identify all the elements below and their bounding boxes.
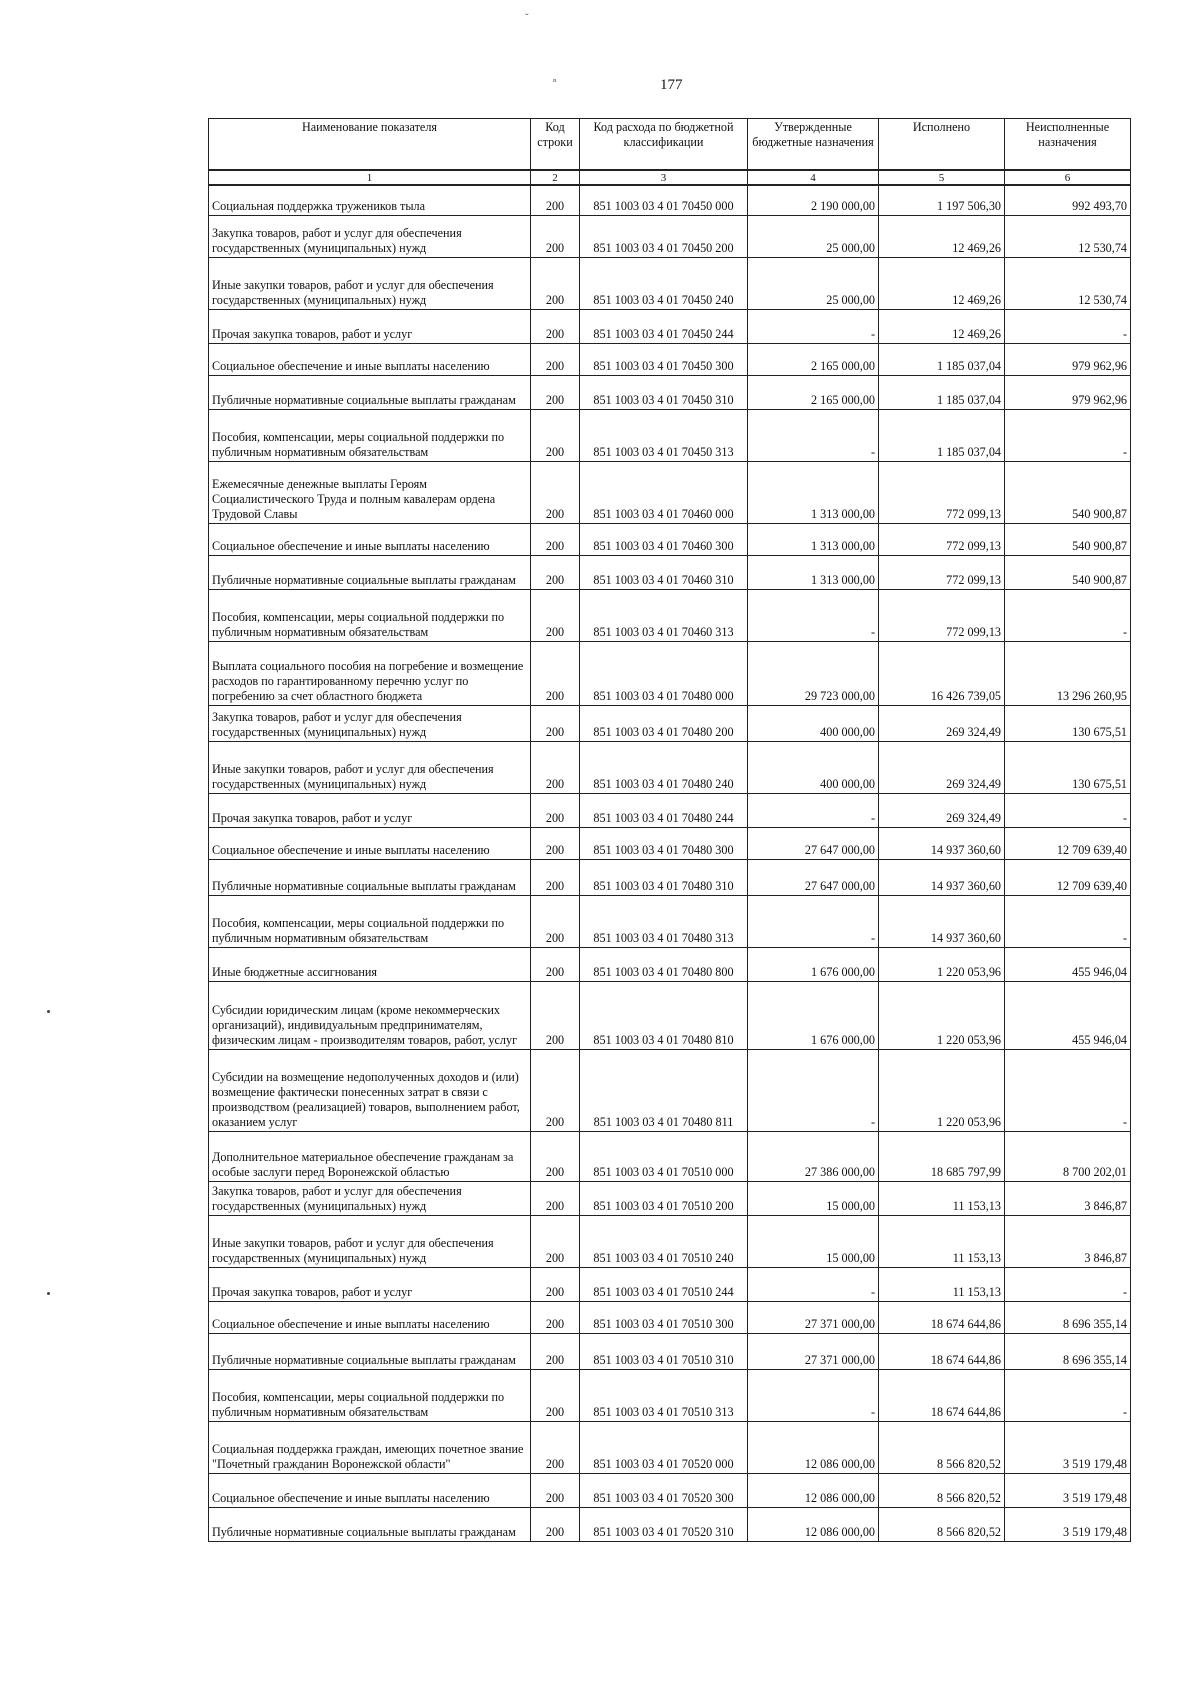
row-budget-code: 851 1003 03 4 01 70460 000 xyxy=(580,461,748,523)
row-unexecuted: 8 696 355,14 xyxy=(1005,1301,1131,1333)
table-row xyxy=(209,257,1131,309)
row-unexecuted: - xyxy=(1005,1049,1131,1131)
table-row xyxy=(209,343,1131,375)
row-executed: 18 674 644,86 xyxy=(879,1333,1005,1369)
table-row xyxy=(209,555,1131,589)
row-approved: 1 313 000,00 xyxy=(748,555,879,589)
header-line-code: Код строки xyxy=(531,119,580,171)
row-approved: - xyxy=(748,895,879,947)
row-line-code: 200 xyxy=(531,895,580,947)
column-number: 1 xyxy=(209,170,531,185)
row-executed: 16 426 739,05 xyxy=(879,641,1005,705)
row-unexecuted: 992 493,70 xyxy=(1005,185,1131,215)
row-executed: 12 469,26 xyxy=(879,309,1005,343)
row-executed: 772 099,13 xyxy=(879,461,1005,523)
table-row xyxy=(209,1215,1131,1267)
row-line-code: 200 xyxy=(531,1473,580,1507)
row-name: Социальная поддержка граждан, имеющих почетное звание "Почетный гражданин Воронежской области" xyxy=(209,1421,531,1473)
row-line-code: 200 xyxy=(531,705,580,741)
row-unexecuted: - xyxy=(1005,1369,1131,1421)
row-budget-code: 851 1003 03 4 01 70510 300 xyxy=(580,1301,748,1333)
row-executed: 772 099,13 xyxy=(879,555,1005,589)
row-approved: 400 000,00 xyxy=(748,705,879,741)
row-name: Публичные нормативные социальные выплаты гражданам xyxy=(209,1333,531,1369)
row-name: Закупка товаров, работ и услуг для обеспечения государственных (муниципальных) нужд xyxy=(209,1181,531,1215)
row-executed: 18 674 644,86 xyxy=(879,1301,1005,1333)
row-name: Социальное обеспечение и иные выплаты населению xyxy=(209,827,531,859)
row-name: Социальное обеспечение и иные выплаты населению xyxy=(209,523,531,555)
table-row xyxy=(209,523,1131,555)
table-row xyxy=(209,1333,1131,1369)
row-line-code: 200 xyxy=(531,641,580,705)
row-approved: 25 000,00 xyxy=(748,257,879,309)
row-approved: - xyxy=(748,409,879,461)
row-budget-code: 851 1003 03 4 01 70450 200 xyxy=(580,215,748,257)
row-executed: 1 220 053,96 xyxy=(879,947,1005,981)
row-executed: 8 566 820,52 xyxy=(879,1473,1005,1507)
column-number: 6 xyxy=(1005,170,1131,185)
row-approved: - xyxy=(748,1267,879,1301)
row-budget-code: 851 1003 03 4 01 70460 300 xyxy=(580,523,748,555)
row-unexecuted: 13 296 260,95 xyxy=(1005,641,1131,705)
row-name: Публичные нормативные социальные выплаты гражданам xyxy=(209,1507,531,1541)
row-line-code: 200 xyxy=(531,1131,580,1181)
row-budget-code: 851 1003 03 4 01 70480 800 xyxy=(580,947,748,981)
row-unexecuted: 8 700 202,01 xyxy=(1005,1131,1131,1181)
row-executed: 12 469,26 xyxy=(879,257,1005,309)
row-line-code: 200 xyxy=(531,461,580,523)
row-line-code: 200 xyxy=(531,1333,580,1369)
row-unexecuted: 540 900,87 xyxy=(1005,461,1131,523)
row-executed: 11 153,13 xyxy=(879,1181,1005,1215)
table-row xyxy=(209,1267,1131,1301)
row-budget-code: 851 1003 03 4 01 70480 244 xyxy=(580,793,748,827)
row-budget-code: 851 1003 03 4 01 70480 200 xyxy=(580,705,748,741)
row-unexecuted: 3 846,87 xyxy=(1005,1181,1131,1215)
row-line-code: 200 xyxy=(531,215,580,257)
row-budget-code: 851 1003 03 4 01 70480 810 xyxy=(580,981,748,1049)
row-budget-code: 851 1003 03 4 01 70520 310 xyxy=(580,1507,748,1541)
row-approved: 27 371 000,00 xyxy=(748,1333,879,1369)
row-budget-code: 851 1003 03 4 01 70460 313 xyxy=(580,589,748,641)
row-executed: 18 685 797,99 xyxy=(879,1131,1005,1181)
row-name: Закупка товаров, работ и услуг для обеспечения государственных (муниципальных) нужд xyxy=(209,705,531,741)
row-executed: 14 937 360,60 xyxy=(879,859,1005,895)
row-name: Социальное обеспечение и иные выплаты населению xyxy=(209,343,531,375)
table-row xyxy=(209,641,1131,705)
row-name: Дополнительное материальное обеспечение гражданам за особые заслуги перед Воронежской областью xyxy=(209,1131,531,1181)
row-unexecuted: - xyxy=(1005,895,1131,947)
row-unexecuted: 455 946,04 xyxy=(1005,947,1131,981)
row-budget-code: 851 1003 03 4 01 70450 310 xyxy=(580,375,748,409)
row-executed: 12 469,26 xyxy=(879,215,1005,257)
row-approved: - xyxy=(748,793,879,827)
row-name: Субсидии юридическим лицам (кроме некоммерческих организаций), индивидуальным предпринимателям, физическим лицам - производителям товаров, работ, услуг xyxy=(209,981,531,1049)
row-executed: 269 324,49 xyxy=(879,705,1005,741)
row-approved: 2 165 000,00 xyxy=(748,343,879,375)
row-name: Публичные нормативные социальные выплаты гражданам xyxy=(209,859,531,895)
table-row xyxy=(209,375,1131,409)
row-unexecuted: 130 675,51 xyxy=(1005,705,1131,741)
row-executed: 8 566 820,52 xyxy=(879,1421,1005,1473)
row-line-code: 200 xyxy=(531,741,580,793)
row-name: Пособия, компенсации, меры социальной поддержки по публичным нормативным обязательствам xyxy=(209,409,531,461)
row-approved: - xyxy=(748,1369,879,1421)
row-executed: 269 324,49 xyxy=(879,741,1005,793)
table-row xyxy=(209,409,1131,461)
row-name: Иные закупки товаров, работ и услуг для обеспечения государственных (муниципальных) нужд xyxy=(209,257,531,309)
table-row xyxy=(209,1049,1131,1131)
row-budget-code: 851 1003 03 4 01 70510 240 xyxy=(580,1215,748,1267)
header-budget-classification-code: Код расхода по бюджетной классификации xyxy=(580,119,748,171)
row-budget-code: 851 1003 03 4 01 70510 200 xyxy=(580,1181,748,1215)
row-line-code: 200 xyxy=(531,375,580,409)
table-row xyxy=(209,1473,1131,1507)
row-budget-code: 851 1003 03 4 01 70480 240 xyxy=(580,741,748,793)
row-line-code: 200 xyxy=(531,1301,580,1333)
table-row xyxy=(209,185,1131,215)
table-row xyxy=(209,705,1131,741)
table-header-row xyxy=(209,119,1131,171)
row-approved: 2 165 000,00 xyxy=(748,375,879,409)
row-executed: 11 153,13 xyxy=(879,1267,1005,1301)
scan-mark: ⁿ xyxy=(553,76,557,88)
row-budget-code: 851 1003 03 4 01 70520 000 xyxy=(580,1421,748,1473)
row-line-code: 200 xyxy=(531,409,580,461)
row-approved: - xyxy=(748,589,879,641)
row-line-code: 200 xyxy=(531,1507,580,1541)
row-name: Иные закупки товаров, работ и услуг для обеспечения государственных (муниципальных) нужд xyxy=(209,741,531,793)
header-indicator-name: Наименование показателя xyxy=(209,119,531,171)
table-row xyxy=(209,1181,1131,1215)
row-name: Иные закупки товаров, работ и услуг для обеспечения государственных (муниципальных) нужд xyxy=(209,1215,531,1267)
table-row xyxy=(209,1421,1131,1473)
table-row xyxy=(209,309,1131,343)
table-row xyxy=(209,1369,1131,1421)
row-approved: - xyxy=(748,1049,879,1131)
row-line-code: 200 xyxy=(531,1215,580,1267)
row-unexecuted: 455 946,04 xyxy=(1005,981,1131,1049)
row-executed: 11 153,13 xyxy=(879,1215,1005,1267)
row-unexecuted: 3 519 179,48 xyxy=(1005,1507,1131,1541)
row-unexecuted: 8 696 355,14 xyxy=(1005,1333,1131,1369)
row-line-code: 200 xyxy=(531,523,580,555)
row-approved: 1 676 000,00 xyxy=(748,947,879,981)
row-unexecuted: - xyxy=(1005,589,1131,641)
row-budget-code: 851 1003 03 4 01 70450 313 xyxy=(580,409,748,461)
table-row xyxy=(209,461,1131,523)
row-budget-code: 851 1003 03 4 01 70450 000 xyxy=(580,185,748,215)
row-budget-code: 851 1003 03 4 01 70510 000 xyxy=(580,1131,748,1181)
row-name: Прочая закупка товаров, работ и услуг xyxy=(209,309,531,343)
row-unexecuted: 3 519 179,48 xyxy=(1005,1421,1131,1473)
row-unexecuted: 540 900,87 xyxy=(1005,523,1131,555)
row-approved: 1 313 000,00 xyxy=(748,461,879,523)
row-approved: 27 647 000,00 xyxy=(748,859,879,895)
row-approved: 27 386 000,00 xyxy=(748,1131,879,1181)
row-line-code: 200 xyxy=(531,1421,580,1473)
row-name: Прочая закупка товаров, работ и услуг xyxy=(209,1267,531,1301)
row-budget-code: 851 1003 03 4 01 70510 310 xyxy=(580,1333,748,1369)
row-name: Выплата социального пособия на погребение и возмещение расходов по гарантированному перечню услуг по погребению за счет областного бюджета xyxy=(209,641,531,705)
row-name: Прочая закупка товаров, работ и услуг xyxy=(209,793,531,827)
row-executed: 8 566 820,52 xyxy=(879,1507,1005,1541)
table-row xyxy=(209,895,1131,947)
row-budget-code: 851 1003 03 4 01 70510 244 xyxy=(580,1267,748,1301)
row-executed: 14 937 360,60 xyxy=(879,827,1005,859)
column-number: 5 xyxy=(879,170,1005,185)
row-approved: 25 000,00 xyxy=(748,215,879,257)
row-unexecuted: 12 530,74 xyxy=(1005,257,1131,309)
table-row xyxy=(209,589,1131,641)
row-unexecuted: 12 709 639,40 xyxy=(1005,827,1131,859)
row-approved: 12 086 000,00 xyxy=(748,1507,879,1541)
row-name: Пособия, компенсации, меры социальной поддержки по публичным нормативным обязательствам xyxy=(209,589,531,641)
row-unexecuted: 130 675,51 xyxy=(1005,741,1131,793)
row-name: Иные бюджетные ассигнования xyxy=(209,947,531,981)
scan-speck xyxy=(47,1292,50,1295)
row-approved: 27 647 000,00 xyxy=(748,827,879,859)
row-executed: 772 099,13 xyxy=(879,589,1005,641)
row-line-code: 200 xyxy=(531,859,580,895)
table-row xyxy=(209,1131,1131,1181)
row-budget-code: 851 1003 03 4 01 70510 313 xyxy=(580,1369,748,1421)
table-body xyxy=(209,185,1131,1541)
row-executed: 1 185 037,04 xyxy=(879,375,1005,409)
row-executed: 1 185 037,04 xyxy=(879,409,1005,461)
row-name: Пособия, компенсации, меры социальной поддержки по публичным нормативным обязательствам xyxy=(209,895,531,947)
row-approved: 29 723 000,00 xyxy=(748,641,879,705)
table-row xyxy=(209,1301,1131,1333)
row-executed: 14 937 360,60 xyxy=(879,895,1005,947)
table-row xyxy=(209,859,1131,895)
column-number-row xyxy=(209,170,1131,185)
column-number: 3 xyxy=(580,170,748,185)
row-approved: 27 371 000,00 xyxy=(748,1301,879,1333)
row-name: Социальное обеспечение и иные выплаты населению xyxy=(209,1473,531,1507)
row-name: Социальное обеспечение и иные выплаты населению xyxy=(209,1301,531,1333)
header-executed: Исполнено xyxy=(879,119,1005,171)
row-line-code: 200 xyxy=(531,343,580,375)
row-line-code: 200 xyxy=(531,827,580,859)
row-line-code: 200 xyxy=(531,947,580,981)
row-approved: 2 190 000,00 xyxy=(748,185,879,215)
row-name: Социальная поддержка тружеников тыла xyxy=(209,185,531,215)
table-row xyxy=(209,741,1131,793)
row-approved: 1 313 000,00 xyxy=(748,523,879,555)
row-unexecuted: - xyxy=(1005,309,1131,343)
row-unexecuted: - xyxy=(1005,793,1131,827)
row-name: Закупка товаров, работ и услуг для обеспечения государственных (муниципальных) нужд xyxy=(209,215,531,257)
row-line-code: 200 xyxy=(531,1267,580,1301)
row-unexecuted: 979 962,96 xyxy=(1005,343,1131,375)
row-budget-code: 851 1003 03 4 01 70460 310 xyxy=(580,555,748,589)
row-budget-code: 851 1003 03 4 01 70480 000 xyxy=(580,641,748,705)
row-budget-code: 851 1003 03 4 01 70480 811 xyxy=(580,1049,748,1131)
page-number: 177 xyxy=(660,77,683,93)
row-executed: 18 674 644,86 xyxy=(879,1369,1005,1421)
table-row xyxy=(209,827,1131,859)
row-budget-code: 851 1003 03 4 01 70450 300 xyxy=(580,343,748,375)
row-name: Публичные нормативные социальные выплаты гражданам xyxy=(209,555,531,589)
row-unexecuted: 540 900,87 xyxy=(1005,555,1131,589)
row-line-code: 200 xyxy=(531,1369,580,1421)
row-approved: 15 000,00 xyxy=(748,1215,879,1267)
row-line-code: 200 xyxy=(531,1049,580,1131)
row-unexecuted: 979 962,96 xyxy=(1005,375,1131,409)
header-approved-appropriations: Утвержденные бюджетные назначения xyxy=(748,119,879,171)
row-line-code: 200 xyxy=(531,185,580,215)
row-line-code: 200 xyxy=(531,589,580,641)
table-row xyxy=(209,1507,1131,1541)
row-name: Пособия, компенсации, меры социальной поддержки по публичным нормативным обязательствам xyxy=(209,1369,531,1421)
row-executed: 1 185 037,04 xyxy=(879,343,1005,375)
row-line-code: 200 xyxy=(531,555,580,589)
row-name: Субсидии на возмещение недополученных доходов и (или) возмещение фактически понесенных затрат в связи с производством (реализацией) товаров, выполнением работ, оказанием услуг xyxy=(209,1049,531,1131)
scan-mark: ˇ xyxy=(525,12,529,24)
row-approved: 15 000,00 xyxy=(748,1181,879,1215)
row-unexecuted: 3 846,87 xyxy=(1005,1215,1131,1267)
row-approved: 12 086 000,00 xyxy=(748,1421,879,1473)
row-unexecuted: - xyxy=(1005,1267,1131,1301)
row-line-code: 200 xyxy=(531,309,580,343)
row-unexecuted: 3 519 179,48 xyxy=(1005,1473,1131,1507)
table-row xyxy=(209,215,1131,257)
row-line-code: 200 xyxy=(531,257,580,309)
row-executed: 772 099,13 xyxy=(879,523,1005,555)
row-name: Ежемесячные денежные выплаты Героям Социалистического Труда и полным кавалерам ордена Трудовой Славы xyxy=(209,461,531,523)
row-executed: 1 220 053,96 xyxy=(879,981,1005,1049)
row-approved: 12 086 000,00 xyxy=(748,1473,879,1507)
row-executed: 1 197 506,30 xyxy=(879,185,1005,215)
header-unexecuted-appropriations: Неисполненные назначения xyxy=(1005,119,1131,171)
row-executed: 269 324,49 xyxy=(879,793,1005,827)
table-row xyxy=(209,981,1131,1049)
row-unexecuted: 12 709 639,40 xyxy=(1005,859,1131,895)
column-number: 2 xyxy=(531,170,580,185)
row-budget-code: 851 1003 03 4 01 70480 310 xyxy=(580,859,748,895)
table-row xyxy=(209,793,1131,827)
row-line-code: 200 xyxy=(531,1181,580,1215)
row-budget-code: 851 1003 03 4 01 70520 300 xyxy=(580,1473,748,1507)
row-budget-code: 851 1003 03 4 01 70450 244 xyxy=(580,309,748,343)
row-approved: 1 676 000,00 xyxy=(748,981,879,1049)
row-unexecuted: 12 530,74 xyxy=(1005,215,1131,257)
row-line-code: 200 xyxy=(531,793,580,827)
budget-report-table xyxy=(208,118,1131,1542)
row-budget-code: 851 1003 03 4 01 70450 240 xyxy=(580,257,748,309)
scan-speck xyxy=(47,1010,50,1013)
row-unexecuted: - xyxy=(1005,409,1131,461)
row-approved: 400 000,00 xyxy=(748,741,879,793)
row-approved: - xyxy=(748,309,879,343)
row-line-code: 200 xyxy=(531,981,580,1049)
column-number: 4 xyxy=(748,170,879,185)
row-budget-code: 851 1003 03 4 01 70480 300 xyxy=(580,827,748,859)
row-name: Публичные нормативные социальные выплаты гражданам xyxy=(209,375,531,409)
table-row xyxy=(209,947,1131,981)
row-executed: 1 220 053,96 xyxy=(879,1049,1005,1131)
row-budget-code: 851 1003 03 4 01 70480 313 xyxy=(580,895,748,947)
